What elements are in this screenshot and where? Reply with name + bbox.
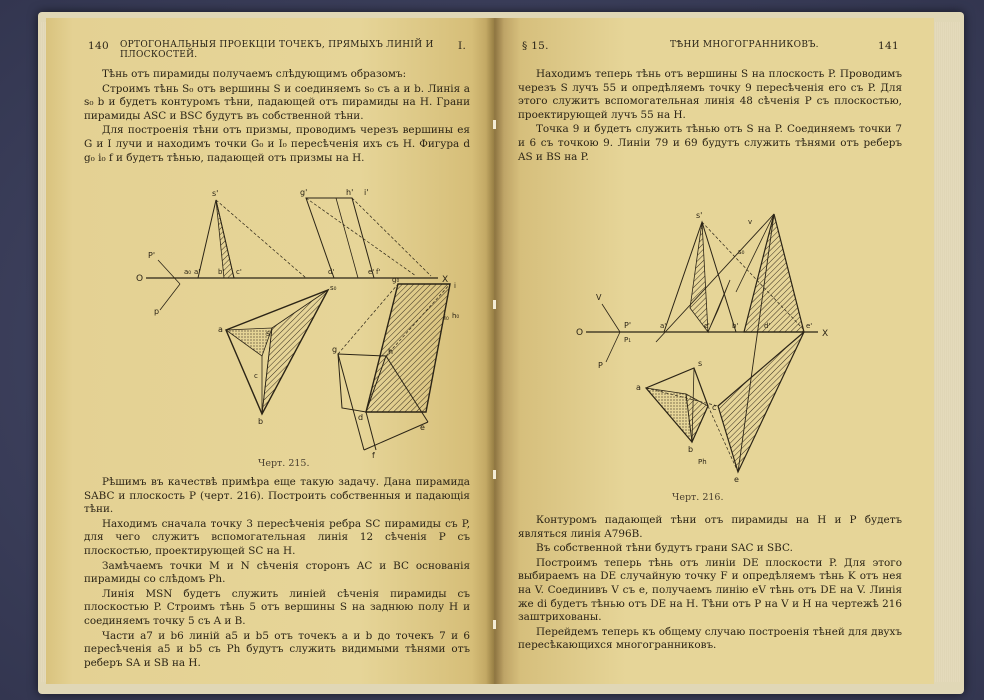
fig216-label: d' <box>764 322 771 330</box>
fig215-label: e <box>420 423 425 432</box>
fig216-label: c <box>712 403 717 412</box>
binding-stitch <box>493 300 496 309</box>
left-text-bottom <box>84 476 470 671</box>
book-spine <box>486 18 504 684</box>
right-page-number: 141 <box>878 40 899 52</box>
fig215-label: c' <box>236 268 242 276</box>
paragraph: Точка 9 и будетъ служить тѣнью отъ S на P. Соединяемъ точки 7 и 6 съ точкою 9. Линіи 79 и 69 будутъ служить тѣнями отъ реберъ AS и BS на P. <box>518 123 902 163</box>
right-running-head: ТѢНИ МНОГОГРАННИКОВЪ. <box>670 40 819 50</box>
fig216-label: s₀ <box>738 248 745 256</box>
fig216-label: e' <box>806 322 813 330</box>
fig215-label: s <box>266 329 271 338</box>
fig215-label: b' <box>218 268 225 276</box>
paragraph: Контуромъ падающей тѣни отъ пирамиды на H и P будетъ являться линія A796B. <box>518 514 902 540</box>
figure-216-caption: Черт. 216. <box>672 492 724 503</box>
left-section-mark: I. <box>458 40 467 52</box>
fig215-label: h <box>388 347 394 356</box>
binding-stitch <box>493 620 496 629</box>
fig215-label: f' <box>376 268 381 276</box>
fig216-label: b' <box>732 322 739 330</box>
paragraph: Замѣчаемъ точки M и N сѣченія сторонъ AC и BC основанія пирамиды со слѣдомъ Ph. <box>84 559 470 586</box>
fig216-label: s <box>698 359 703 368</box>
figure-216 <box>568 192 838 484</box>
figure-215-caption: Черт. 215. <box>258 458 310 469</box>
right-section-mark: § 15. <box>522 40 549 52</box>
fig216-label: P₁ <box>624 336 632 344</box>
fig215-label: g₀ <box>392 276 400 284</box>
paragraph: Находимъ сначала точку 3 пересѣченія ребра SC пирамиды съ P, для чего служитъ вспомогательная линія 12 сѣченія P съ плоскостью, проектирующей SC на H. <box>84 517 470 557</box>
paragraph: Части a7 и b6 линій a5 и b5 отъ точекъ a и b до точекъ 7 и 6 пересѣченія a5 и b5 съ Ph будутъ служить видимыми тѣнями отъ реберъ SA и SB на H. <box>84 629 470 669</box>
figure-215 <box>76 186 486 458</box>
left-running-head: ОРТОГОНАЛЬНЫЯ ПРОЕКЦІИ ТОЧЕКЪ, ПРЯМЫХЪ ЛИНІЙ И ПЛОСКОСТЕЙ. <box>120 40 434 60</box>
fig215-label: X <box>442 275 449 285</box>
fig216-label: P' <box>624 321 632 330</box>
fig216-label: P <box>598 361 603 370</box>
fig216-label: a <box>636 383 641 392</box>
fig216-label: O <box>576 328 584 338</box>
fig215-label: s₀ <box>330 284 337 292</box>
fig215-label: g <box>332 345 338 354</box>
fig215-label: i' <box>364 188 369 197</box>
paragraph: Строимъ тѣнь S₀ отъ вершины S и соединяемъ s₀ съ a и b. Линія a s₀ b и будетъ контуромъ тѣни, падающей отъ пирамиды на H. Грани пирамиды ASC и BSC будутъ въ собственной тѣни. <box>84 82 470 122</box>
fig215-label: i₀ <box>444 314 449 322</box>
fig216-label: v <box>748 218 753 226</box>
binding-stitch <box>493 120 496 129</box>
right-page <box>494 18 934 684</box>
fig215-label: a₀ <box>184 268 192 276</box>
fig215-label: O <box>136 274 144 284</box>
fig215-label: i <box>454 282 456 290</box>
fig216-label: e <box>734 475 739 484</box>
paragraph: Рѣшимъ въ качествѣ примѣра еще такую задачу. Дана пирамида SABC и плоскость P (черт. 216). Построить собственныя и падающія тѣни. <box>84 476 470 516</box>
fig216-label: b <box>688 445 694 454</box>
fig215-label: p <box>154 307 160 316</box>
fig216-label: Ph <box>698 458 707 466</box>
fig216-label: X <box>822 329 829 339</box>
fig216-label: V <box>596 293 602 302</box>
fig215-label: h' <box>346 188 354 197</box>
fig215-label: P' <box>148 251 156 260</box>
left-text-top <box>84 68 470 166</box>
paragraph: Построимъ теперь тѣнь отъ линіи DE плоскости P. Для этого выбираемъ на DE случайную точку F и опредѣляемъ тѣнь K отъ нея на V. Соединивъ V съ e, получаемъ линію eV тѣнь отъ DE на V. Линія же di будетъ тѣнью отъ DE на H. Тѣни отъ P на V и H на чертежѣ 216 заштрихованы. <box>518 556 902 624</box>
fig215-label: s' <box>212 189 219 198</box>
binding-stitch <box>493 470 496 479</box>
fig216-label: s' <box>696 211 703 220</box>
fig215-label: e' <box>368 268 375 276</box>
left-page-number: 140 <box>88 40 109 52</box>
paragraph: Для построенія тѣни отъ призмы, проводимъ черезъ вершины ея G и I лучи и находимъ точки G₀ и I₀ пересѣченія ихъ съ H. Фигура d g₀ i₀ f и будетъ тѣнью, падающей отъ призмы на H. <box>84 124 470 164</box>
fig215-label: a' <box>194 268 201 276</box>
fig215-label: d' <box>328 268 335 276</box>
fig215-label: h₀ <box>452 312 460 320</box>
fig215-label: g' <box>300 188 308 197</box>
right-text-top <box>518 68 902 165</box>
page-edges-right <box>934 22 960 682</box>
left-page <box>46 18 494 684</box>
paragraph: Перейдемъ теперь къ общему случаю построенія тѣней для двухъ пересѣкающихся многогранниковъ. <box>518 625 902 652</box>
fig216-label: a' <box>660 322 667 330</box>
paragraph: Тѣнь отъ пирамиды получаемъ слѣдующимъ образомъ: <box>102 68 407 80</box>
fig215-label: c <box>254 372 258 380</box>
right-text-bottom <box>518 514 902 654</box>
fig215-label: a <box>218 325 223 334</box>
paragraph: Находимъ теперь тѣнь отъ вершины S на плоскость P. Проводимъ черезъ S лучъ 55 и опредѣляемъ точку 9 пересѣченія его съ P. Для этого служитъ вспомогательная линія 48 сѣченія P съ плоскостью, проектирующей лучъ 55 на H. <box>518 68 902 121</box>
fig215-label: f <box>372 451 375 458</box>
fig216-label: c' <box>704 322 710 330</box>
fig215-label: b <box>258 417 264 426</box>
paragraph: Въ собственной тѣни будутъ грани SAC и SBC. <box>536 542 793 555</box>
fig215-label: d <box>358 413 364 422</box>
paragraph: Линія MSN будетъ служить линіей сѣченія пирамиды съ плоскостью P. Строимъ тѣнь 5 отъ вершины S на заднюю полу H и соединяемъ точку 5 съ A и B. <box>84 587 470 627</box>
